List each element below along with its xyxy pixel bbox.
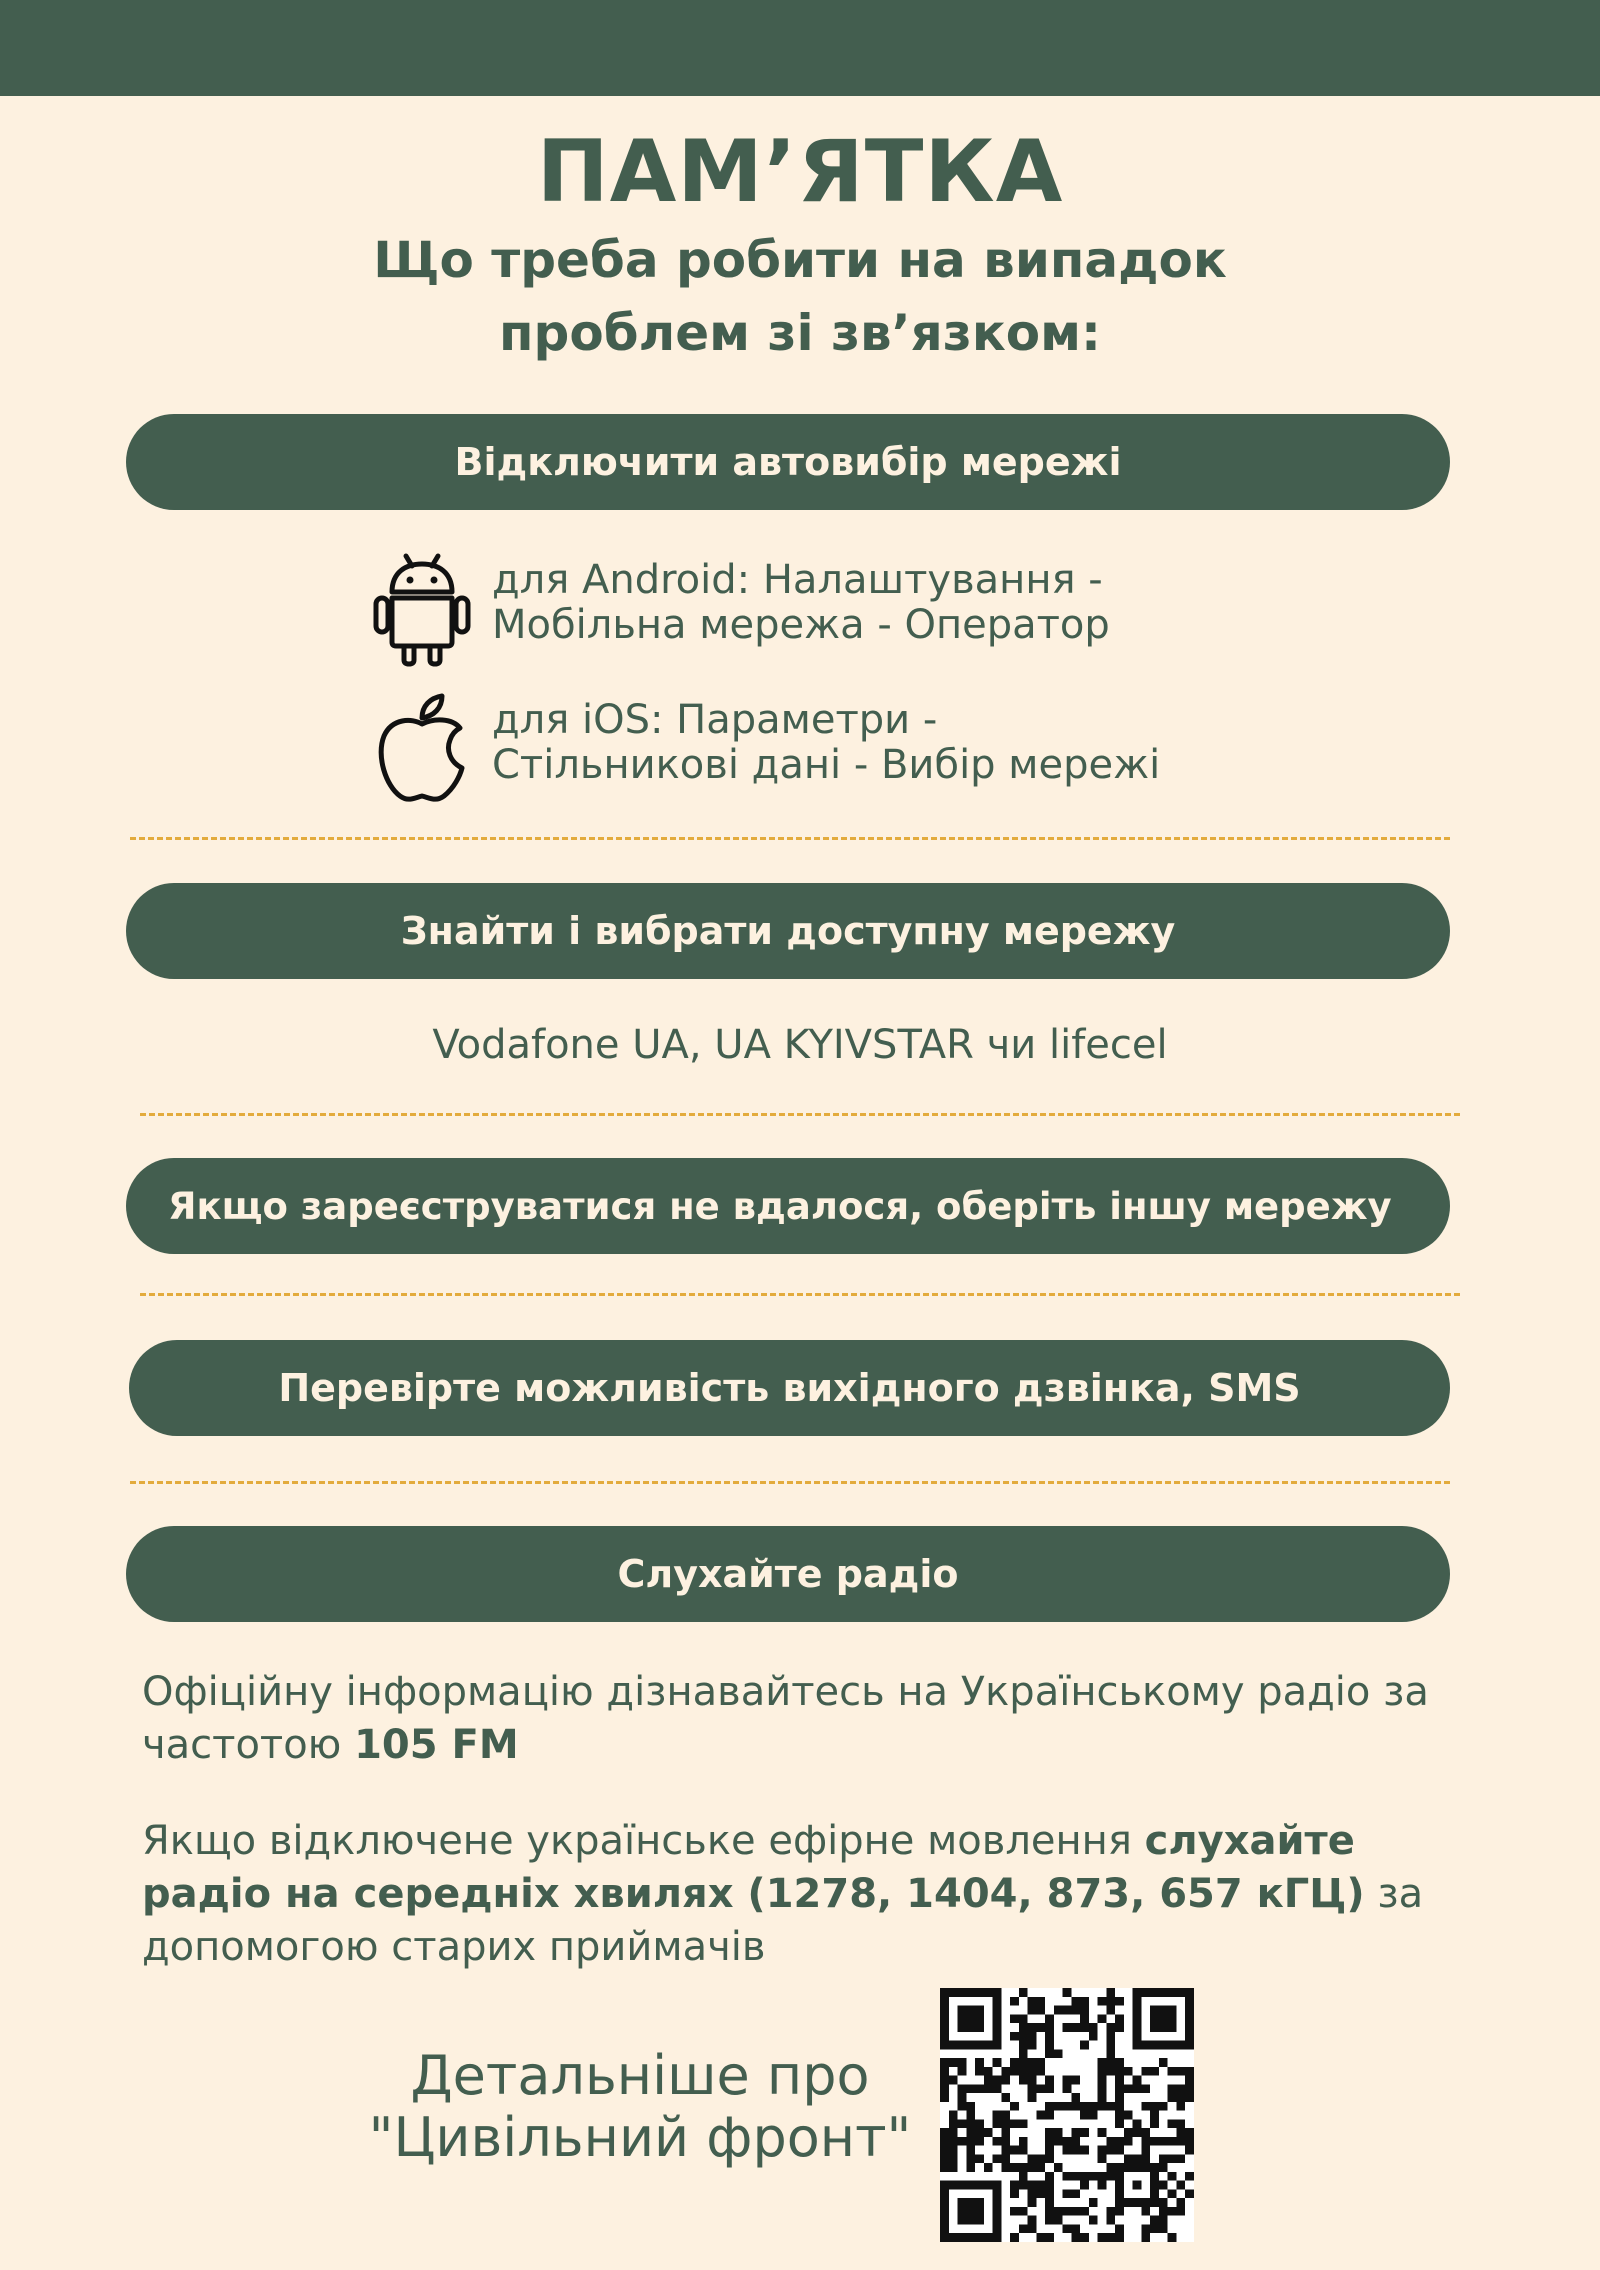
divider [140,1113,1460,1116]
divider [130,837,1450,840]
android-line-2: Мобільна мережа - Оператор [492,602,1110,648]
ios-instructions [372,690,1292,808]
divider [140,1293,1460,1296]
medium-wave-tail: за допомогою старих приймачів [142,1871,1424,1970]
medium-wave-paragraph [142,1815,1482,1974]
step-disable-auto-network: Відключити автовибір мережі [126,414,1450,510]
step-check-call-sms: Перевірте можливість вихідного дзвінка, SMS [129,1340,1450,1436]
step-listen-radio: Слухайте радіо [126,1526,1450,1622]
ios-line-1: для iOS: Параметри - [492,697,938,743]
apple-icon [372,690,472,808]
subtitle-line-1: Що треба робити на випадок [373,231,1227,289]
more-info-line-2: "Цивільний фронт" [368,2106,912,2169]
medium-wave-text: Якщо відключене українське ефірне мовлення [142,1818,1145,1864]
operator-list: Vodafone UA, UA KYIVSTAR чи lifecel [432,1022,1168,1068]
medium-wave-frequencies: слухайте радіо на середніх хвилях (1278, 1404, 873, 657 кГЦ) [142,1818,1365,1917]
radio-frequency: 105 FM [354,1722,519,1768]
qr-code-icon[interactable] [940,1988,1194,2242]
step-choose-other-network: Якщо зареєструватися не вдалося, оберіть іншу мережу [126,1158,1450,1254]
divider [130,1481,1450,1484]
page-title: ПАМ’ЯТКА [536,122,1064,222]
radio-info-text: Офіційну інформацію дізнавайтесь на Українському радіо за частотою [142,1669,1429,1768]
radio-info-paragraph [142,1666,1482,1772]
top-band [0,0,1600,96]
ios-line-2: Стільникові дані - Вибір мережі [492,742,1161,788]
android-instructions [372,550,1292,668]
android-line-1: для Android: Налаштування - [492,557,1103,603]
more-info-line-1: Детальніше про [410,2044,870,2107]
page-subtitle [0,224,1600,370]
step-find-network: Знайти і вибрати доступну мережу [126,883,1450,979]
more-info-text [360,2045,920,2169]
subtitle-line-2: проблем зі зв’язком: [498,304,1101,362]
android-icon [372,550,472,668]
